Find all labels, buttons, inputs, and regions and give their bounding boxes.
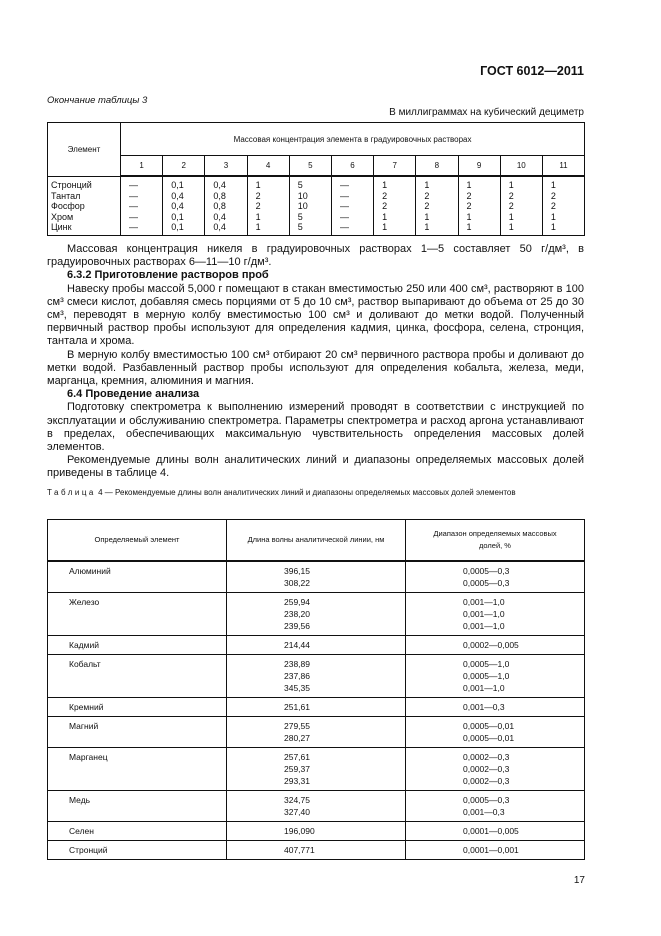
table-row xyxy=(48,655,585,698)
cell-ranges xyxy=(406,561,585,593)
range-value: 0,0005—0,3 xyxy=(463,795,510,805)
cell-value: — xyxy=(331,212,373,223)
cell-value: — xyxy=(121,176,163,191)
range-value: 0,0005—0,3 xyxy=(463,566,510,576)
cell-value: 0,1 xyxy=(163,176,205,191)
range-value: 0,0001—0,005 xyxy=(463,826,519,836)
cell-value: 2 xyxy=(416,191,458,202)
cell-value: — xyxy=(331,201,373,212)
cell-element: Цинк xyxy=(48,222,121,235)
cell-ranges xyxy=(406,593,585,636)
cell-element: Хром xyxy=(48,212,121,223)
column-header-number: 1 xyxy=(121,156,163,177)
cell-wavelengths xyxy=(227,717,406,748)
table-row xyxy=(48,748,585,791)
cell-value: 1 xyxy=(500,212,542,223)
cell-element: Алюминий xyxy=(48,561,227,593)
cell-wavelengths xyxy=(227,748,406,791)
range-value: 0,0002—0,005 xyxy=(463,640,519,650)
cell-value: 1 xyxy=(500,176,542,191)
cell-ranges xyxy=(406,717,585,748)
wavelength-value: 238,89 xyxy=(284,659,310,669)
wavelength-value: 196,090 xyxy=(284,826,315,836)
wavelength-value: 279,55 xyxy=(284,721,310,731)
paragraph: Навеску пробы массой 5,000 г помещают в стакан вместимостью 250 или 400 см³, растворяют в 100 см³ смеси кислот, добавляя смесь порциями от 5 до 10 см³, раствор выпаривают до объема от 25 до 30 см³, переводят в мерную колбу вместимостью 100 см³ и доливают до метки водой. Полученный первичный раствор пробы используют для определения кадмия, цинка, фосфора, селена, стронция, тантала и хрома. xyxy=(47,282,584,348)
range-value: 0,001—1,0 xyxy=(463,597,505,607)
cell-value: 1 xyxy=(374,212,416,223)
wavelength-value: 257,61 xyxy=(284,752,310,762)
wavelength-value: 238,20 xyxy=(284,609,310,619)
column-header-wavelength: Длина волны аналитической линии, нм xyxy=(227,520,406,562)
range-value: 0,0005—0,01 xyxy=(463,733,515,743)
range-value: 0,0002—0,3 xyxy=(463,764,510,774)
range-value: 0,001—1,0 xyxy=(463,683,505,693)
cell-wavelengths xyxy=(227,841,406,860)
page-number: 17 xyxy=(573,875,585,886)
cell-ranges xyxy=(406,822,585,841)
cell-value: 1 xyxy=(416,212,458,223)
wavelength-value: 345,35 xyxy=(284,683,310,693)
cell-value: 1 xyxy=(247,212,289,223)
table-caption xyxy=(47,487,584,500)
wavelength-value: 280,27 xyxy=(284,733,310,743)
cell-ranges xyxy=(406,698,585,717)
cell-value: 0,8 xyxy=(205,201,247,212)
cell-element: Стронций xyxy=(48,176,121,191)
range-value: 0,0005—0,01 xyxy=(463,721,515,731)
column-header-number: 8 xyxy=(416,156,458,177)
range-value: 0,001—0,3 xyxy=(463,807,505,817)
cell-value: 2 xyxy=(416,201,458,212)
wavelength-value: 259,94 xyxy=(284,597,310,607)
wavelength-value: 214,44 xyxy=(284,640,310,650)
wavelength-value: 293,31 xyxy=(284,776,310,786)
cell-value: 1 xyxy=(247,176,289,191)
table-row xyxy=(48,222,585,235)
cell-value: 10 xyxy=(289,201,331,212)
table-4 xyxy=(47,519,585,860)
cell-value: 0,4 xyxy=(205,176,247,191)
range-value: 0,0005—1,0 xyxy=(463,659,510,669)
column-header-number: 7 xyxy=(374,156,416,177)
column-header-number: 6 xyxy=(331,156,373,177)
column-header-number: 4 xyxy=(247,156,289,177)
cell-wavelengths xyxy=(227,561,406,593)
column-header-number: 5 xyxy=(289,156,331,177)
column-header-element: Определяемый элемент xyxy=(48,520,227,562)
cell-wavelengths xyxy=(227,698,406,717)
column-header-element: Элемент xyxy=(48,123,121,177)
cell-value: 2 xyxy=(374,201,416,212)
cell-value: 5 xyxy=(289,222,331,235)
wavelength-value: 251,61 xyxy=(284,702,310,712)
table-caption-label: Таблица xyxy=(47,488,96,497)
range-value: 0,001—0,3 xyxy=(463,702,505,712)
wavelength-value: 259,37 xyxy=(284,764,310,774)
cell-value: — xyxy=(121,191,163,202)
cell-value: — xyxy=(331,176,373,191)
wavelength-value: 396,15 xyxy=(284,566,310,576)
cell-value: 1 xyxy=(374,176,416,191)
cell-value: 0,4 xyxy=(205,212,247,223)
cell-value: 1 xyxy=(247,222,289,235)
cell-wavelengths xyxy=(227,822,406,841)
cell-value: 1 xyxy=(416,222,458,235)
cell-wavelengths xyxy=(227,636,406,655)
cell-ranges xyxy=(406,791,585,822)
cell-value: — xyxy=(121,201,163,212)
cell-value: 2 xyxy=(374,191,416,202)
cell-value: 0,8 xyxy=(205,191,247,202)
wavelength-value: 308,22 xyxy=(284,578,310,588)
cell-value: 2 xyxy=(458,191,500,202)
cell-value: 0,4 xyxy=(163,201,205,212)
cell-value: 2 xyxy=(542,191,584,202)
wavelength-value: 324,75 xyxy=(284,795,310,805)
document-id: ГОСТ 6012—2011 xyxy=(480,64,584,78)
table-row xyxy=(48,841,585,860)
cell-value: 1 xyxy=(500,222,542,235)
cell-value: 2 xyxy=(542,201,584,212)
range-value: 0,0005—0,3 xyxy=(463,578,510,588)
column-header-number: 10 xyxy=(500,156,542,177)
cell-element: Кремний xyxy=(48,698,227,717)
table-continuation-label: Окончание таблицы 3 xyxy=(47,95,148,106)
table-row xyxy=(48,698,585,717)
section-heading: 6.4 Проведение анализа xyxy=(67,388,200,401)
section-heading: 6.3.2 Приготовление растворов проб xyxy=(67,269,269,282)
table-row xyxy=(48,201,585,212)
table-row xyxy=(48,717,585,748)
range-value: 0,0002—0,3 xyxy=(463,776,510,786)
table-caption-text: 4 — Рекомендуемые длины волн аналитических линий и диапазоны определяемых массовых долей элементов xyxy=(98,488,516,497)
table-row xyxy=(48,822,585,841)
table-row xyxy=(48,636,585,655)
cell-element: Кадмий xyxy=(48,636,227,655)
column-header-range: Диапазон определяемых массовых долей, % xyxy=(406,520,585,562)
table-row xyxy=(48,561,585,593)
table-row xyxy=(48,212,585,223)
cell-element: Тантал xyxy=(48,191,121,202)
cell-element: Стронций xyxy=(48,841,227,860)
column-header-number: 9 xyxy=(458,156,500,177)
cell-wavelengths xyxy=(227,791,406,822)
cell-value: 1 xyxy=(542,176,584,191)
cell-value: 1 xyxy=(542,222,584,235)
cell-value: 1 xyxy=(374,222,416,235)
cell-value: 5 xyxy=(289,212,331,223)
table-row xyxy=(48,191,585,202)
column-header-number: 2 xyxy=(163,156,205,177)
column-header-number: 11 xyxy=(542,156,584,177)
table-row xyxy=(48,593,585,636)
cell-value: 0,1 xyxy=(163,222,205,235)
column-header-number: 3 xyxy=(205,156,247,177)
cell-value: — xyxy=(121,212,163,223)
cell-value: — xyxy=(121,222,163,235)
cell-wavelengths xyxy=(227,593,406,636)
cell-element: Медь xyxy=(48,791,227,822)
wavelength-value: 407,771 xyxy=(284,845,315,855)
cell-element: Фосфор xyxy=(48,201,121,212)
cell-element: Селен xyxy=(48,822,227,841)
table-units-label: В миллиграммах на кубический дециметр xyxy=(389,107,584,118)
cell-element: Кобальт xyxy=(48,655,227,698)
cell-value: 2 xyxy=(458,201,500,212)
cell-value: 0,1 xyxy=(163,212,205,223)
wavelength-value: 237,86 xyxy=(284,671,310,681)
cell-ranges xyxy=(406,748,585,791)
cell-wavelengths xyxy=(227,655,406,698)
body-text xyxy=(47,243,584,481)
cell-value: 1 xyxy=(542,212,584,223)
paragraph: В мерную колбу вместимостью 100 см³ отбирают 20 см³ первичного раствора пробы и доливают до метки водой. Разбавленный раствор пробы используют для определения кобальта, железа, меди, марганца, кремния, алюминия и магния. xyxy=(47,348,584,388)
cell-value: — xyxy=(331,191,373,202)
range-value: 0,001—1,0 xyxy=(463,621,505,631)
cell-ranges xyxy=(406,636,585,655)
cell-element: Марганец xyxy=(48,748,227,791)
cell-value: 5 xyxy=(289,176,331,191)
range-value: 0,0005—1,0 xyxy=(463,671,510,681)
cell-element: Магний xyxy=(48,717,227,748)
cell-value: 0,4 xyxy=(205,222,247,235)
range-value: 0,001—1,0 xyxy=(463,609,505,619)
cell-value: 10 xyxy=(289,191,331,202)
paragraph: Рекомендуемые длины волн аналитических линий и диапазоны определяемых массовых долей приведены в таблице 4. xyxy=(47,454,584,480)
column-header-group: Массовая концентрация элемента в градуировочных растворах xyxy=(121,123,585,156)
table-row xyxy=(48,791,585,822)
cell-value: 1 xyxy=(458,212,500,223)
paragraph: Массовая концентрация никеля в градуировочных растворах 1—5 составляет 50 г/дм³, в градуировочных растворах 6—11—10 г/дм³. xyxy=(47,243,584,269)
cell-ranges xyxy=(406,655,585,698)
cell-value: 2 xyxy=(500,201,542,212)
cell-value: 1 xyxy=(458,176,500,191)
cell-value: 1 xyxy=(416,176,458,191)
wavelength-value: 239,56 xyxy=(284,621,310,631)
cell-value: 2 xyxy=(247,191,289,202)
paragraph: Подготовку спектрометра к выполнению измерений проводят в соответствии с инструкцией по эксплуатации и обслуживанию спектрометра. Параметры спектрометра и расход аргона устанавливают в пределах, обеспечивающих максимальную чувствительность определения массовых долей элементов. xyxy=(47,401,584,454)
table-row xyxy=(48,176,585,191)
wavelength-value: 327,40 xyxy=(284,807,310,817)
cell-value: 2 xyxy=(500,191,542,202)
cell-value: 2 xyxy=(247,201,289,212)
range-value: 0,0001—0,001 xyxy=(463,845,519,855)
cell-value: 1 xyxy=(458,222,500,235)
range-value: 0,0002—0,3 xyxy=(463,752,510,762)
cell-ranges xyxy=(406,841,585,860)
cell-element: Железо xyxy=(48,593,227,636)
table-3 xyxy=(47,122,585,236)
cell-value: — xyxy=(331,222,373,235)
cell-value: 0,4 xyxy=(163,191,205,202)
